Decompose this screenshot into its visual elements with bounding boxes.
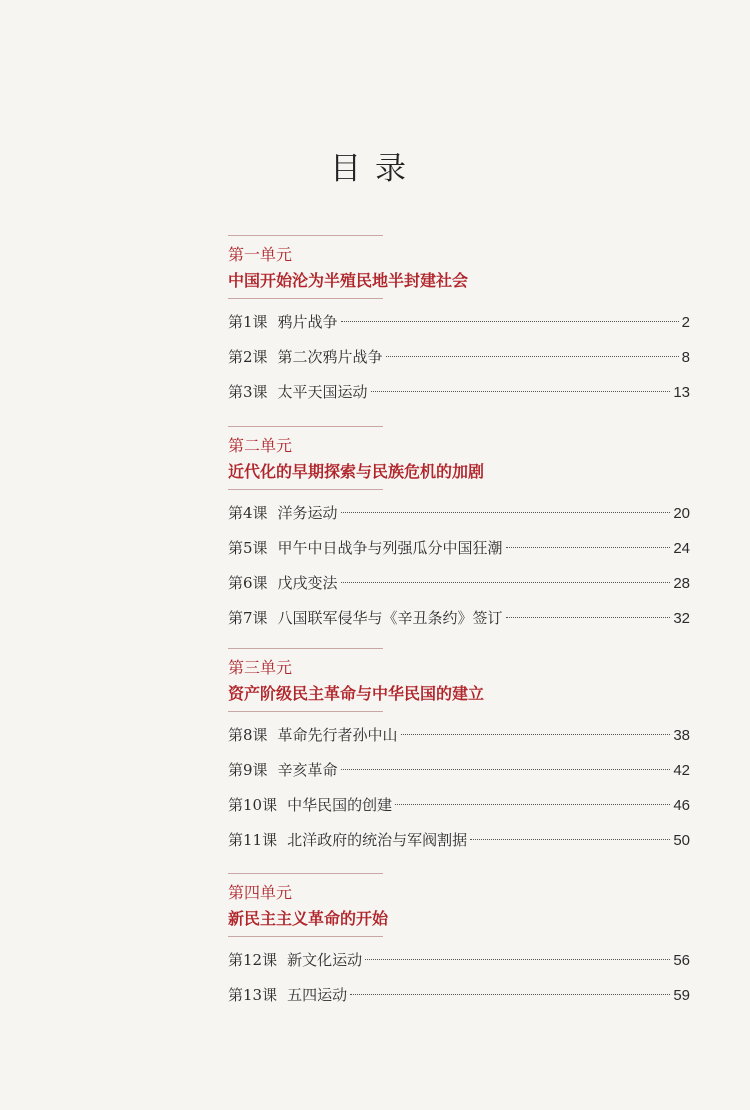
page-number: 59 [673, 987, 690, 1004]
toc-entry[interactable] [228, 601, 690, 636]
unit-divider [228, 648, 383, 649]
unit-divider [228, 426, 383, 427]
unit-title: 资产阶级民主革命与中华民国的建立 [228, 684, 485, 703]
dot-leader [341, 512, 671, 513]
page-number: 38 [673, 727, 690, 744]
dot-leader [341, 769, 671, 770]
dot-leader [506, 547, 671, 548]
lesson-title: 戊戌变法 [277, 574, 338, 592]
unit-label: 第三单元 [228, 658, 293, 677]
lesson-number: 第6课 [228, 574, 268, 592]
lesson-title: 洋务运动 [277, 504, 338, 522]
toc-entry[interactable] [228, 305, 690, 340]
unit-divider [228, 711, 383, 712]
lesson-number: 第10课 [228, 796, 278, 814]
lesson-number: 第12课 [228, 951, 278, 969]
lesson-number: 第2课 [228, 348, 268, 366]
dot-leader [371, 391, 671, 392]
dot-leader [506, 617, 671, 618]
toc-entry[interactable] [228, 753, 690, 788]
lesson-title: 革命先行者孙中山 [277, 726, 398, 744]
toc-entry[interactable] [228, 718, 690, 753]
unit-label: 第四单元 [228, 883, 293, 902]
unit-title: 新民主主义革命的开始 [228, 909, 389, 928]
lesson-number: 第11课 [228, 831, 278, 849]
page-number: 20 [673, 505, 690, 522]
unit-section-4 [228, 873, 690, 1013]
dot-leader [395, 804, 670, 805]
toc-entry[interactable] [228, 788, 690, 823]
lesson-title: 太平天国运动 [277, 383, 368, 401]
lesson-title: 新文化运动 [287, 951, 363, 969]
page-number: 13 [673, 384, 690, 401]
lesson-number: 第1课 [228, 313, 268, 331]
lesson-title: 北洋政府的统治与军阀割据 [287, 831, 468, 849]
toc-entry[interactable] [228, 566, 690, 601]
lesson-title: 鸦片战争 [277, 313, 338, 331]
unit-section-2 [228, 426, 690, 636]
page-number: 2 [681, 314, 690, 331]
unit-divider [228, 235, 383, 236]
unit-divider [228, 298, 383, 299]
page-number: 28 [673, 575, 690, 592]
lesson-title: 辛亥革命 [277, 761, 338, 779]
toc-entry[interactable] [228, 978, 690, 1013]
dot-leader [365, 959, 670, 960]
toc-entry[interactable] [228, 823, 690, 858]
dot-leader [470, 839, 670, 840]
page-title: 目录 [330, 151, 420, 187]
page-number: 24 [673, 540, 690, 557]
unit-title: 近代化的早期探索与民族危机的加剧 [228, 462, 485, 481]
lesson-number: 第8课 [228, 726, 268, 744]
page-number: 32 [673, 610, 690, 627]
lesson-title: 甲午中日战争与列强瓜分中国狂潮 [277, 539, 503, 557]
unit-section-1 [228, 235, 690, 410]
lesson-title: 五四运动 [287, 986, 348, 1004]
toc-entry[interactable] [228, 531, 690, 566]
unit-section-3 [228, 648, 690, 858]
page-number: 8 [681, 349, 690, 366]
page-number: 56 [673, 952, 690, 969]
page-number: 46 [673, 797, 690, 814]
lesson-title: 中华民国的创建 [287, 796, 393, 814]
lesson-number: 第9课 [228, 761, 268, 779]
unit-divider [228, 489, 383, 490]
unit-divider [228, 936, 383, 937]
lesson-number: 第5课 [228, 539, 268, 557]
page-number: 50 [673, 832, 690, 849]
dot-leader [350, 994, 670, 995]
lesson-number: 第4课 [228, 504, 268, 522]
lesson-title: 第二次鸦片战争 [277, 348, 383, 366]
page-number: 42 [673, 762, 690, 779]
dot-leader [341, 582, 671, 583]
lesson-number: 第7课 [228, 609, 268, 627]
toc-entry[interactable] [228, 496, 690, 531]
lesson-number: 第3课 [228, 383, 268, 401]
dot-leader [386, 356, 679, 357]
lesson-title: 八国联军侵华与《辛丑条约》签订 [277, 609, 503, 627]
dot-leader [401, 734, 671, 735]
toc-entry[interactable] [228, 375, 690, 410]
dot-leader [341, 321, 679, 322]
unit-title: 中国开始沦为半殖民地半封建社会 [228, 271, 469, 290]
toc-entry[interactable] [228, 943, 690, 978]
unit-label: 第一单元 [228, 245, 293, 264]
toc-entry[interactable] [228, 340, 690, 375]
unit-label: 第二单元 [228, 436, 293, 455]
unit-divider [228, 873, 383, 874]
lesson-number: 第13课 [228, 986, 278, 1004]
